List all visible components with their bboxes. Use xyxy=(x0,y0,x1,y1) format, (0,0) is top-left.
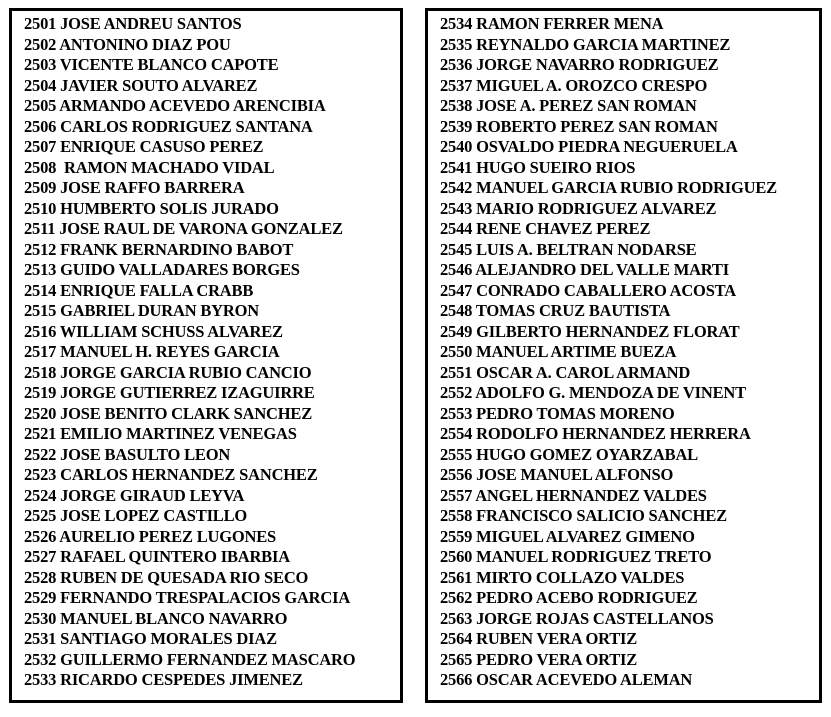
name-entry: 2557 ANGEL HERNANDEZ VALDES xyxy=(440,485,707,505)
name-entry: 2531 SANTIAGO MORALES DIAZ xyxy=(24,629,277,648)
name-entry: 2532 GUILLERMO FERNANDEZ MASCARO xyxy=(24,649,356,669)
name-entry: 2564 RUBEN VERA ORTIZ xyxy=(440,629,638,648)
name-entry: 2559 MIGUEL ALVAREZ GIMENO xyxy=(440,526,695,546)
name-entry: 2538 JOSE A. PEREZ SAN ROMAN xyxy=(440,96,697,115)
name-entry: 2541 HUGO SUEIRO RIOS xyxy=(440,157,636,177)
name-entry: 2524 JORGE GIRAUD LEYVA xyxy=(24,485,245,505)
name-entry: 2543 MARIO RODRIGUEZ ALVAREZ xyxy=(440,198,717,218)
name-entry: 2565 PEDRO VERA ORTIZ xyxy=(440,649,638,669)
name-entry: 2546 ALEJANDRO DEL VALLE MARTI xyxy=(440,260,729,279)
name-entry: 2518 JORGE GARCIA RUBIO CANCIO xyxy=(24,362,312,382)
name-entry: 2563 JORGE ROJAS CASTELLANOS xyxy=(440,608,714,628)
name-entry: 2562 PEDRO ACEBO RODRIGUEZ xyxy=(440,588,698,607)
name-entry: 2522 JOSE BASULTO LEON xyxy=(24,444,231,464)
name-entry: 2525 JOSE LOPEZ CASTILLO xyxy=(24,506,248,525)
name-entry: 2540 OSVALDO PIEDRA NEGUERUELA xyxy=(440,137,738,156)
name-entry: 2558 FRANCISCO SALICIO SANCHEZ xyxy=(440,506,727,525)
name-entry: 2504 JAVIER SOUTO ALVAREZ xyxy=(24,75,258,95)
name-entry: 2539 ROBERTO PEREZ SAN ROMAN xyxy=(440,116,718,136)
name-entry: 2502 ANTONINO DIAZ POU xyxy=(24,34,231,54)
name-entry: 2556 JOSE MANUEL ALFONSO xyxy=(440,465,674,484)
name-entry: 2523 CARLOS HERNANDEZ SANCHEZ xyxy=(24,465,318,484)
name-entry: 2534 RAMON FERRER MENA xyxy=(440,14,664,33)
name-entry: 2514 ENRIQUE FALLA CRABB xyxy=(24,280,254,300)
name-entry: 2535 REYNALDO GARCIA MARTINEZ xyxy=(440,34,731,54)
name-entry: 2555 HUGO GOMEZ OYARZABAL xyxy=(440,444,698,464)
right-name-column xyxy=(425,8,822,703)
name-entry: 2527 RAFAEL QUINTERO IBARBIA xyxy=(24,547,290,566)
name-entry: 2536 JORGE NAVARRO RODRIGUEZ xyxy=(440,55,719,74)
name-entry: 2520 JOSE BENITO CLARK SANCHEZ xyxy=(24,403,313,423)
name-entry: 2529 FERNANDO TRESPALACIOS GARCIA xyxy=(24,588,351,607)
name-entry: 2506 CARLOS RODRIGUEZ SANTANA xyxy=(24,116,313,136)
name-entry: 2544 RENE CHAVEZ PEREZ xyxy=(440,219,651,238)
name-entry: 2537 MIGUEL A. OROZCO CRESPO xyxy=(440,75,708,95)
name-entry: 2519 JORGE GUTIERREZ IZAGUIRRE xyxy=(24,383,315,402)
name-entry: 2560 MANUEL RODRIGUEZ TRETO xyxy=(440,547,712,566)
name-entry: 2549 GILBERTO HERNANDEZ FLORAT xyxy=(440,321,740,341)
left-name-list xyxy=(12,11,400,691)
name-entry: 2566 OSCAR ACEVEDO ALEMAN xyxy=(440,670,693,689)
name-entry: 2547 CONRADO CABALLERO ACOSTA xyxy=(440,280,736,300)
right-name-list xyxy=(428,11,819,691)
name-entry: 2542 MANUEL GARCIA RUBIO RODRIGUEZ xyxy=(440,178,777,197)
name-entry: 2507 ENRIQUE CASUSO PEREZ xyxy=(24,137,264,156)
name-entry: 2503 VICENTE BLANCO CAPOTE xyxy=(24,55,279,74)
name-entry: 2551 OSCAR A. CAROL ARMAND xyxy=(440,362,691,382)
name-entry: 2530 MANUEL BLANCO NAVARRO xyxy=(24,608,288,628)
name-entry: 2511 JOSE RAUL DE VARONA GONZALEZ xyxy=(24,219,343,238)
name-entry: 2554 RODOLFO HERNANDEZ HERRERA xyxy=(440,424,751,443)
name-entry: 2505 ARMANDO ACEVEDO ARENCIBIA xyxy=(24,96,326,115)
name-entry: 2516 WILLIAM SCHUSS ALVAREZ xyxy=(24,321,283,341)
name-entry: 2509 JOSE RAFFO BARRERA xyxy=(24,178,245,197)
name-entry: 2517 MANUEL H. REYES GARCIA xyxy=(24,342,280,361)
name-entry: 2501 JOSE ANDREU SANTOS xyxy=(24,14,242,33)
name-entry: 2513 GUIDO VALLADARES BORGES xyxy=(24,260,300,279)
name-entry: 2521 EMILIO MARTINEZ VENEGAS xyxy=(24,424,297,443)
name-entry: 2553 PEDRO TOMAS MORENO xyxy=(440,403,675,423)
name-entry: 2515 GABRIEL DURAN BYRON xyxy=(24,301,259,320)
name-entry: 2545 LUIS A. BELTRAN NODARSE xyxy=(440,239,697,259)
name-entry: 2548 TOMAS CRUZ BAUTISTA xyxy=(440,301,671,320)
name-entry: 2561 MIRTO COLLAZO VALDES xyxy=(440,567,685,587)
name-entry: 2528 RUBEN DE QUESADA RIO SECO xyxy=(24,567,309,587)
name-entry: 2550 MANUEL ARTIME BUEZA xyxy=(440,342,677,361)
name-entry: 2508 RAMON MACHADO VIDAL xyxy=(24,157,275,177)
left-name-column xyxy=(9,8,403,703)
name-entry: 2552 ADOLFO G. MENDOZA DE VINENT xyxy=(440,383,746,402)
name-entry: 2533 RICARDO CESPEDES JIMENEZ xyxy=(24,670,303,689)
name-entry: 2526 AURELIO PEREZ LUGONES xyxy=(24,526,276,546)
name-entry: 2510 HUMBERTO SOLIS JURADO xyxy=(24,198,279,218)
name-entry: 2512 FRANK BERNARDINO BABOT xyxy=(24,239,294,259)
